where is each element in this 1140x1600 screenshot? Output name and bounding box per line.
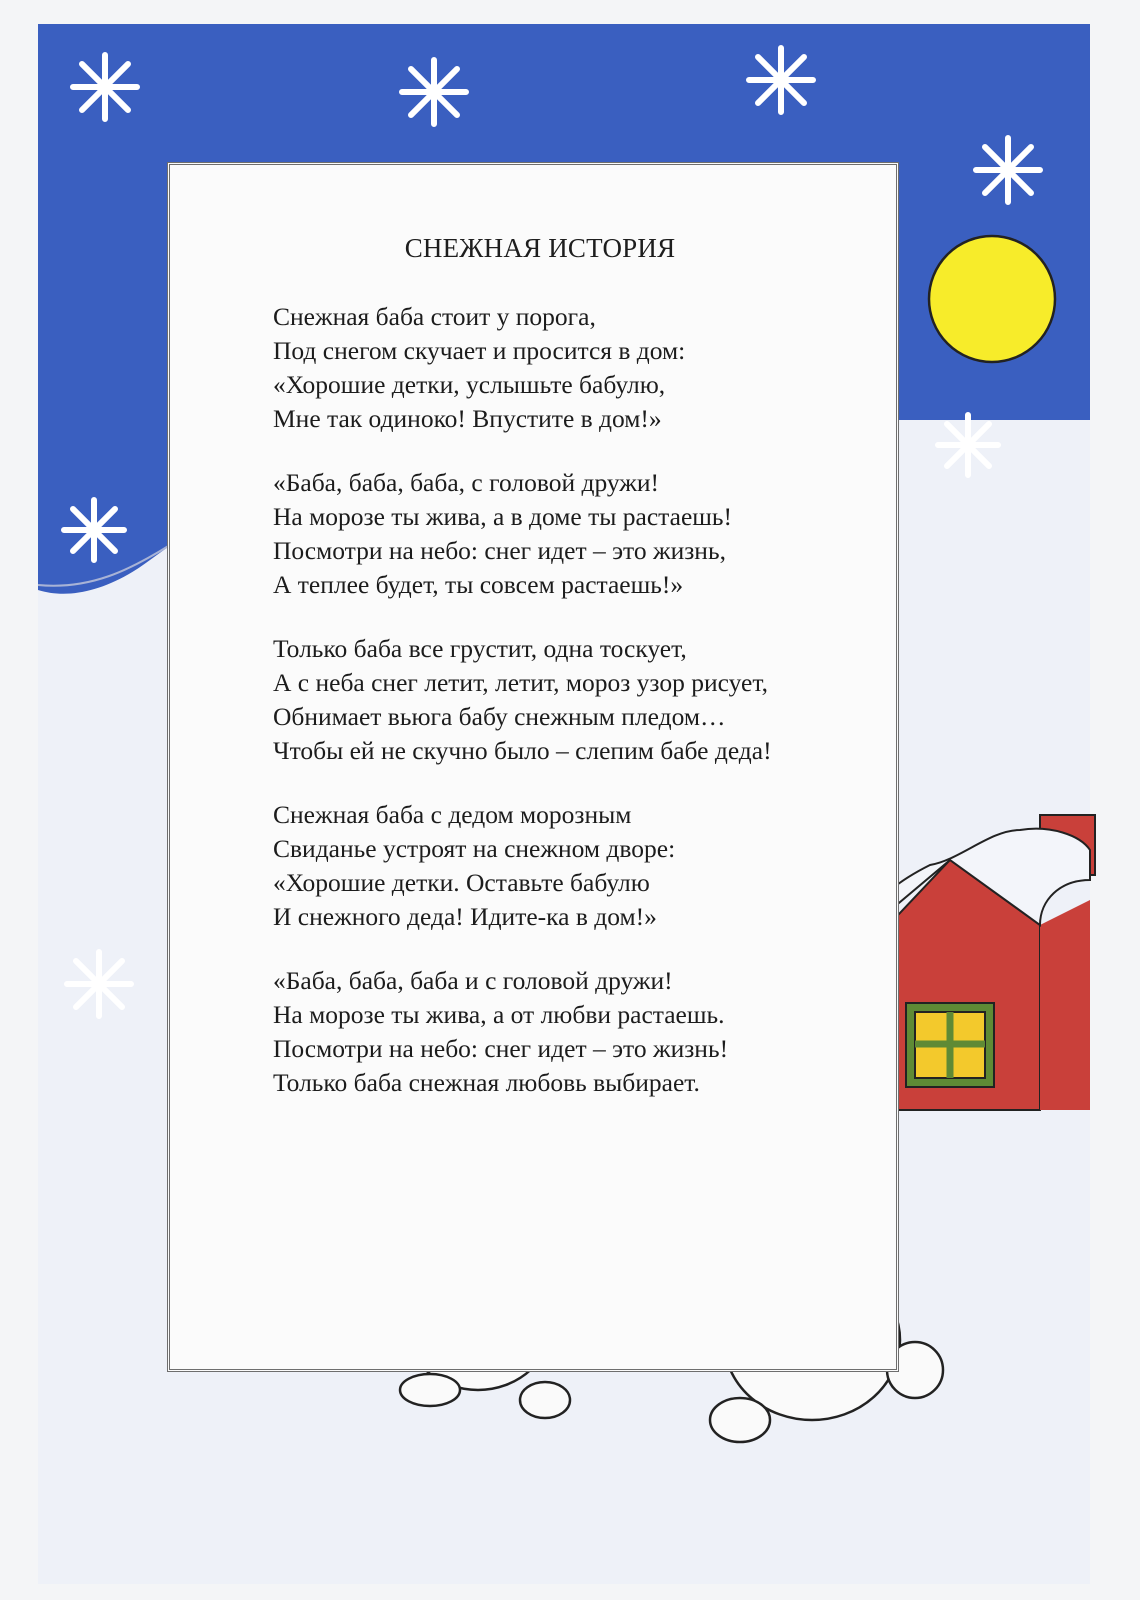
poem-line: Посмотри на небо: снег идет – это жизнь, xyxy=(273,536,726,565)
poem-line: На морозе ты жива, а от любви растаешь. xyxy=(273,1000,725,1029)
page-title: СНЕЖНАЯ ИСТОРИЯ xyxy=(404,233,676,263)
poem-line: А теплее будет, ты совсем растаешь!» xyxy=(273,570,684,599)
poem-line: «Хорошие детки. Оставьте бабулю xyxy=(273,868,650,897)
poem xyxy=(273,300,893,1130)
stanza-4 xyxy=(273,798,893,934)
poem-line: Под снегом скучает и просится в дом: xyxy=(273,336,686,365)
poem-line: Свиданье устроят на снежном дворе: xyxy=(273,834,676,863)
poem-line: И снежного деда! Идите-ка в дом!» xyxy=(273,902,657,931)
stanza-5 xyxy=(273,964,893,1100)
poem-line: Только баба все грустит, одна тоскует, xyxy=(273,634,687,663)
poem-line: На морозе ты жива, а в доме ты растаешь! xyxy=(273,502,733,531)
poem-line: «Баба, баба, баба, с головой дружи! xyxy=(273,468,660,497)
poem-line: Снежная баба стоит у порога, xyxy=(273,302,596,331)
poem-line: Чтобы ей не скучно было – слепим бабе деда! xyxy=(273,736,772,765)
stanza-3 xyxy=(273,632,893,768)
poem-line: «Хорошие детки, услышьте бабулю, xyxy=(273,370,666,399)
poem-line: Посмотри на небо: снег идет – это жизнь! xyxy=(273,1034,729,1063)
stanza-1 xyxy=(273,300,893,436)
poem-line: А с неба снег летит, летит, мороз узор рисует, xyxy=(273,668,768,697)
stanza-2 xyxy=(273,466,893,602)
poem-line: Мне так одиноко! Впустите в дом!» xyxy=(273,404,662,433)
poem-line: Только баба снежная любовь выбирает. xyxy=(273,1068,700,1097)
poem-line: Снежная баба с дедом морозным xyxy=(273,800,632,829)
poem-line: Обнимает вьюга бабу снежным пледом… xyxy=(273,702,726,731)
poem-line: «Баба, баба, баба и с головой дружи! xyxy=(273,966,673,995)
